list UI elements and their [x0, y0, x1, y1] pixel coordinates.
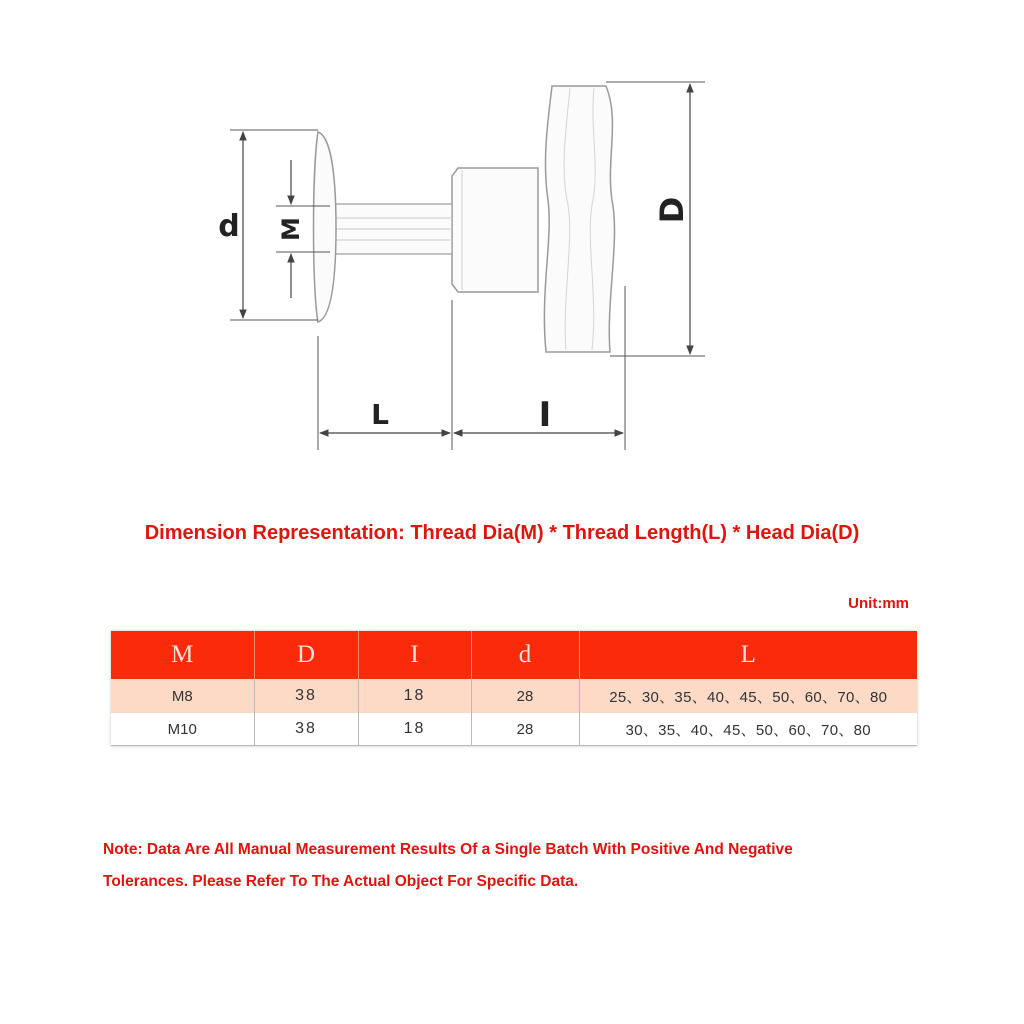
unit-label: Unit:mm — [848, 595, 909, 612]
d-label: d — [218, 209, 240, 244]
cell-L: 30、35、40、45、50、60、70、80 — [579, 713, 917, 746]
note-text — [103, 834, 933, 898]
note-line-1: Note: Data Are All Manual Measurement Results Of a Single Batch With Positive And Negative — [103, 841, 793, 858]
cell-l: 18 — [358, 679, 471, 713]
knob-collar-shape — [452, 168, 538, 292]
header-d: d — [471, 631, 579, 679]
table-row — [111, 679, 917, 713]
header-M: M — [111, 631, 254, 679]
knob-dimension-diagram — [0, 0, 1024, 480]
header-L: L — [579, 631, 917, 679]
knob-head-shape — [544, 86, 614, 352]
L-label: L — [371, 398, 389, 431]
cell-D: 38 — [254, 679, 358, 713]
M-label: M — [277, 217, 305, 241]
cell-D: 38 — [254, 713, 358, 746]
cell-l: 18 — [358, 713, 471, 746]
cell-d: 28 — [471, 713, 579, 746]
cell-L: 25、30、35、40、45、50、60、70、80 — [579, 679, 917, 713]
cell-M: M10 — [111, 713, 254, 746]
table-row — [111, 713, 917, 746]
cell-d: 28 — [471, 679, 579, 713]
spec-table — [111, 631, 917, 746]
header-D: D — [254, 631, 358, 679]
cell-M: M8 — [111, 679, 254, 713]
dimension-heading: Dimension Representation: Thread Dia(M) * Thread Length(L) * Head Dia(D) — [144, 522, 860, 544]
table-header-row — [111, 631, 917, 679]
header-l: I — [358, 631, 471, 679]
washer-shape — [314, 132, 337, 322]
D-label: D — [653, 196, 691, 224]
note-line-2: Tolerances. Please Refer To The Actual Object For Specific Data. — [103, 873, 579, 890]
l-label: I — [538, 395, 552, 435]
